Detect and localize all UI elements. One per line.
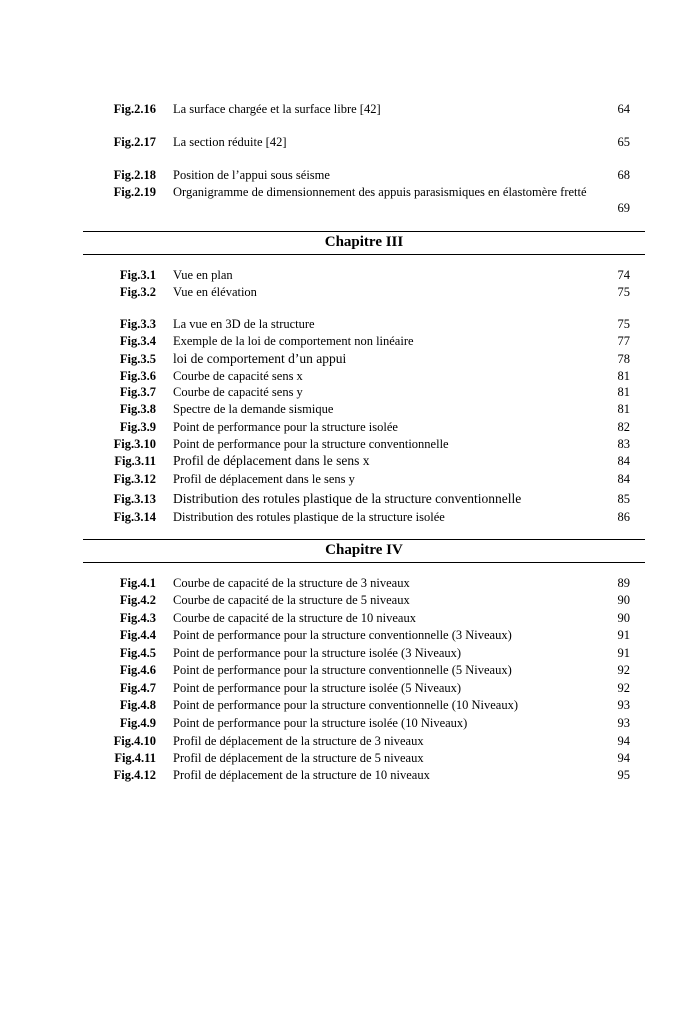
figure-number: Fig.3.14 xyxy=(113,510,156,524)
toc-entry xyxy=(0,471,700,489)
toc-entry xyxy=(0,401,700,419)
page-number: 81 xyxy=(617,369,630,383)
page-number: 74 xyxy=(617,268,630,282)
figure-title: Vue en élévation xyxy=(173,285,257,299)
page-number: 84 xyxy=(617,472,630,486)
toc-entry xyxy=(0,662,700,680)
toc-entry xyxy=(0,134,700,152)
figure-number: Fig.3.12 xyxy=(113,472,156,486)
page-number: 69 xyxy=(617,201,630,215)
toc-entry xyxy=(0,592,700,610)
figure-number: Fig.4.5 xyxy=(119,646,156,660)
toc-entry xyxy=(0,575,700,593)
page-number: 68 xyxy=(617,168,630,182)
figure-number: Fig.4.8 xyxy=(119,698,156,712)
figure-title: Profil de déplacement de la structure de 10 niveaux xyxy=(173,768,430,782)
figure-number: Fig.3.7 xyxy=(119,385,156,399)
figure-number: Fig.3.4 xyxy=(119,334,156,348)
figure-title: Position de l’appui sous séisme xyxy=(173,168,330,182)
figure-title: Point de performance pour la structure conventionnelle (5 Niveaux) xyxy=(173,663,512,677)
page-number: 93 xyxy=(617,716,630,730)
figure-title: Profil de déplacement dans le sens x xyxy=(173,453,370,468)
page-number: 94 xyxy=(617,734,630,748)
page-number: 94 xyxy=(617,751,630,765)
figure-title: Point de performance pour la structure isolée (10 Niveaux) xyxy=(173,716,468,730)
page-number: 92 xyxy=(617,663,630,677)
chapter-heading: Chapitre IV xyxy=(83,539,645,563)
figure-number: Fig.3.5 xyxy=(119,352,156,366)
page-number: 92 xyxy=(617,681,630,695)
figure-title: La surface chargée et la surface libre [42] xyxy=(173,102,381,116)
figure-number: Fig.3.1 xyxy=(119,268,156,282)
toc-entry xyxy=(0,184,700,218)
page-number: 91 xyxy=(617,646,630,660)
figure-number: Fig.3.2 xyxy=(119,285,156,299)
figure-title: Spectre de la demande sismique xyxy=(173,402,334,416)
figure-title: Courbe de capacité de la structure de 3 niveaux xyxy=(173,576,410,590)
toc-entry xyxy=(0,733,700,751)
figure-title: loi de comportement d’un appui xyxy=(173,351,347,366)
toc-entry xyxy=(0,419,700,437)
figure-number: Fig.2.17 xyxy=(113,135,156,149)
toc-entry xyxy=(0,680,700,698)
toc-entry xyxy=(0,436,700,454)
figure-number: Fig.4.10 xyxy=(113,734,156,748)
toc-entry xyxy=(0,627,700,645)
figure-title: Vue en plan xyxy=(173,268,233,282)
page-number: 81 xyxy=(617,402,630,416)
toc-entry xyxy=(0,715,700,733)
toc-entry xyxy=(0,767,700,785)
page-number: 89 xyxy=(617,576,630,590)
figure-title: Point de performance pour la structure conventionnelle (10 Niveaux) xyxy=(173,698,519,712)
page-number: 86 xyxy=(617,510,630,524)
page-number: 78 xyxy=(617,352,630,366)
figure-number: Fig.2.19 xyxy=(113,185,156,199)
figure-title: Point de performance pour la structure isolée xyxy=(173,420,398,434)
figure-number: Fig.3.11 xyxy=(114,454,156,468)
toc-entry xyxy=(0,316,700,334)
toc-entry xyxy=(0,491,700,509)
toc-entry xyxy=(0,351,700,369)
figure-title: Profil de déplacement de la structure de 3 niveaux xyxy=(173,734,424,748)
page-number: 90 xyxy=(617,611,630,625)
page-number: 83 xyxy=(617,437,630,451)
figure-title: La section réduite [42] xyxy=(173,135,287,149)
page-number: 64 xyxy=(617,102,630,116)
figure-title: Courbe de capacité de la structure de 5 niveaux xyxy=(173,593,410,607)
figure-number: Fig.4.12 xyxy=(113,768,156,782)
figure-title: Point de performance pour la structure conventionnelle xyxy=(173,437,449,451)
figure-number: Fig.4.11 xyxy=(114,751,156,765)
figure-number: Fig.3.6 xyxy=(119,369,156,383)
toc-entry xyxy=(0,453,700,471)
figure-number: Fig.4.9 xyxy=(119,716,156,730)
figure-title: Courbe de capacité sens x xyxy=(173,369,303,383)
chapter-heading: Chapitre III xyxy=(83,231,645,255)
figure-number: Fig.3.10 xyxy=(113,437,156,451)
figure-title: Profil de déplacement de la structure de 5 niveaux xyxy=(173,751,424,765)
toc-entry xyxy=(0,167,700,185)
toc-entry xyxy=(0,610,700,628)
toc-entry xyxy=(0,384,700,402)
figure-number: Fig.2.16 xyxy=(113,102,156,116)
figure-number: Fig.4.6 xyxy=(119,663,156,677)
page-number: 91 xyxy=(617,628,630,642)
toc-entry xyxy=(0,284,700,302)
page-number: 90 xyxy=(617,593,630,607)
figure-number: Fig.3.8 xyxy=(119,402,156,416)
figure-number: Fig.2.18 xyxy=(113,168,156,182)
page-number: 85 xyxy=(617,492,630,506)
toc-entry xyxy=(0,267,700,285)
figure-number: Fig.4.2 xyxy=(119,593,156,607)
page-number: 93 xyxy=(617,698,630,712)
toc-entry xyxy=(0,333,700,351)
figure-number: Fig.3.13 xyxy=(113,492,156,506)
figure-title: Distribution des rotules plastique de la structure conventionnelle xyxy=(173,491,522,506)
figure-number: Fig.4.7 xyxy=(119,681,156,695)
figure-title: Organigramme de dimensionnement des appuis parasismiques en élastomère fretté xyxy=(173,185,587,199)
page-number: 95 xyxy=(617,768,630,782)
toc-entry xyxy=(0,697,700,715)
figure-title: Point de performance pour la structure conventionnelle (3 Niveaux) xyxy=(173,628,512,642)
figure-number: Fig.4.3 xyxy=(119,611,156,625)
figure-title: Point de performance pour la structure isolée (3 Niveaux) xyxy=(173,646,462,660)
figure-number: Fig.3.9 xyxy=(119,420,156,434)
toc-entry xyxy=(0,750,700,768)
page-number: 75 xyxy=(617,317,630,331)
figure-number: Fig.4.4 xyxy=(119,628,156,642)
toc-entry xyxy=(0,645,700,663)
figure-title: Exemple de la loi de comportement non linéaire xyxy=(173,334,414,348)
figure-title: La vue en 3D de la structure xyxy=(173,317,315,331)
figure-title: Distribution des rotules plastique de la structure isolée xyxy=(173,510,445,524)
figure-title: Courbe de capacité de la structure de 10 niveaux xyxy=(173,611,416,625)
page-number: 84 xyxy=(617,454,630,468)
page-number: 82 xyxy=(617,420,630,434)
page-number: 81 xyxy=(617,385,630,399)
page-number: 65 xyxy=(617,135,630,149)
figure-title: Courbe de capacité sens y xyxy=(173,385,303,399)
toc-entry xyxy=(0,509,700,527)
toc-entry xyxy=(0,101,700,119)
page-number: 77 xyxy=(617,334,630,348)
figure-title: Profil de déplacement dans le sens y xyxy=(173,472,355,486)
figure-title: Point de performance pour la structure isolée (5 Niveaux) xyxy=(173,681,462,695)
figure-number: Fig.4.1 xyxy=(119,576,156,590)
page-number: 75 xyxy=(617,285,630,299)
figure-number: Fig.3.3 xyxy=(119,317,156,331)
